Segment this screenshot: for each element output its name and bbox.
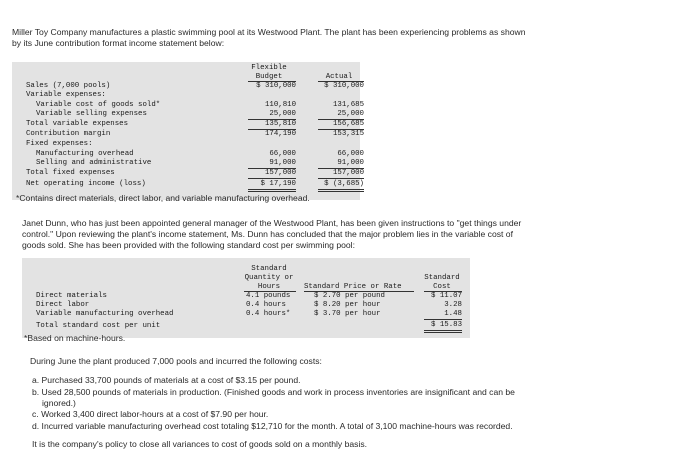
row-sales-actual: $ 310,000 (324, 82, 364, 90)
row-noi-flex: $ 17,190 (248, 180, 296, 192)
intro-line-2: by its June contribution format income statement below: (12, 38, 225, 48)
row-vsell-label: Variable selling expenses (36, 110, 147, 118)
std-total-label: Total standard cost per unit (36, 322, 161, 330)
row-vsell-actual: 25,000 (318, 110, 364, 120)
item-d: d. Incurred variable manufacturing overhead cost totaling $12,710 for the month. A total of 3,100 machine-hours was recorded. (32, 421, 513, 431)
row-cm-actual: 153,315 (332, 130, 364, 138)
row-totvar-actual: 156,685 (318, 120, 364, 130)
std-dl-cost: 3.28 (444, 301, 462, 309)
row-sga-actual: 91,000 (318, 159, 364, 169)
item-a: a. Purchased 33,700 pounds of materials at a cost of $3.15 per pound. (32, 375, 301, 385)
item-b-line-2: ignored.) (42, 398, 76, 408)
std-voh-label: Variable manufacturing overhead (36, 310, 174, 318)
std-dm-label: Direct materials (36, 292, 107, 300)
std-voh-qty: 0.4 hours* (246, 310, 291, 318)
actual-header-rule (318, 81, 364, 82)
row-vcogs-flex: 110,810 (264, 101, 296, 109)
para3: During June the plant produced 7,000 pools and incurred the following costs: (30, 356, 322, 366)
std-voh-cost: 1.48 (424, 310, 462, 320)
std-dl-qty: 0.4 hours (246, 301, 286, 309)
row-totfix-label: Total fixed expenses (26, 169, 115, 177)
intro-line-1: Miller Toy Company manufactures a plastic swimming pool at its Westwood Plant. The plant has been experiencing problems as shown (12, 27, 526, 37)
std-voh-price: $ 3.70 per hour (314, 310, 381, 318)
income-footnote: *Contains direct materials, direct labor, and variable manufacturing overhead. (16, 193, 310, 203)
row-sga-label: Selling and administrative (36, 159, 152, 167)
row-vcogs-actual: 131,685 (332, 101, 364, 109)
qty-header-1: Standard (251, 265, 287, 273)
row-mfgoh-flex: 66,000 (269, 150, 296, 158)
row-noi-actual: $ (3,685) (318, 180, 364, 192)
row-mfgoh-actual: 66,000 (337, 150, 364, 158)
cost-header-1: Standard (424, 274, 460, 282)
row-totfix-actual: 157,000 (318, 169, 364, 179)
row-sales-label: Sales (7,000 pools) (26, 82, 111, 90)
policy-text: It is the company's policy to close all variances to cost of goods sold on a monthly basis. (32, 439, 368, 449)
standard-footnote: *Based on machine-hours. (24, 333, 126, 343)
row-noi-label: Net operating income (loss) (26, 180, 146, 188)
std-dm-cost: $ 11.07 (430, 292, 462, 300)
cost-header-2: Cost (433, 283, 451, 291)
row-totfix-flex: 157,000 (248, 169, 296, 179)
row-cm-flex: 174,190 (264, 130, 296, 138)
row-varexp-label: Variable expenses: (26, 91, 106, 99)
actual-header: Actual (325, 73, 353, 81)
std-dm-price: $ 2.70 per pound (314, 292, 385, 300)
qty-header-2: Quantity or (244, 274, 294, 282)
row-totvar-label: Total variable expenses (26, 120, 129, 128)
flex-header-2: Budget (255, 73, 283, 81)
para2-line-1: Janet Dunn, who has just been appointed general manager of the Westwood Plant, has been given instructions to "get things under (22, 218, 522, 228)
row-fixexp-label: Fixed expenses: (26, 140, 93, 148)
row-vcogs-label: Variable cost of goods sold* (36, 101, 161, 109)
flex-header-1: Flexible (251, 64, 287, 72)
flex-header-rule (248, 81, 296, 82)
row-sales-flex: $ 310,000 (256, 82, 296, 90)
row-cm-label: Contribution margin (26, 130, 111, 138)
std-dl-label: Direct labor (36, 301, 90, 309)
para2-line-2: control." Upon reviewing the plant's income statement, Ms. Dunn has concluded that the major problem lies in the variable cost of (22, 229, 513, 239)
row-mfgoh-label: Manufacturing overhead (36, 150, 134, 158)
item-c: c. Worked 3,400 direct labor-hours at a cost of $7.90 per hour. (32, 409, 269, 419)
row-totvar-flex: 135,810 (248, 120, 296, 130)
std-dl-price: $ 8.20 per hour (314, 301, 381, 309)
row-vsell-flex: 25,000 (248, 110, 296, 120)
para2-line-3: goods sold. She has been provided with the following standard cost per swimming pool: (22, 240, 355, 250)
std-dm-qty: 4.1 pounds (246, 292, 291, 300)
std-total-cost: $ 15.83 (424, 321, 462, 333)
row-sga-flex: 91,000 (248, 159, 296, 169)
qty-header-3: Hours (257, 283, 281, 291)
price-header: Standard Price or Rate (304, 283, 402, 291)
item-b-line-1: b. Used 28,500 pounds of materials in production. (Finished goods and work in process inventories are insignificant and can be (32, 387, 515, 397)
